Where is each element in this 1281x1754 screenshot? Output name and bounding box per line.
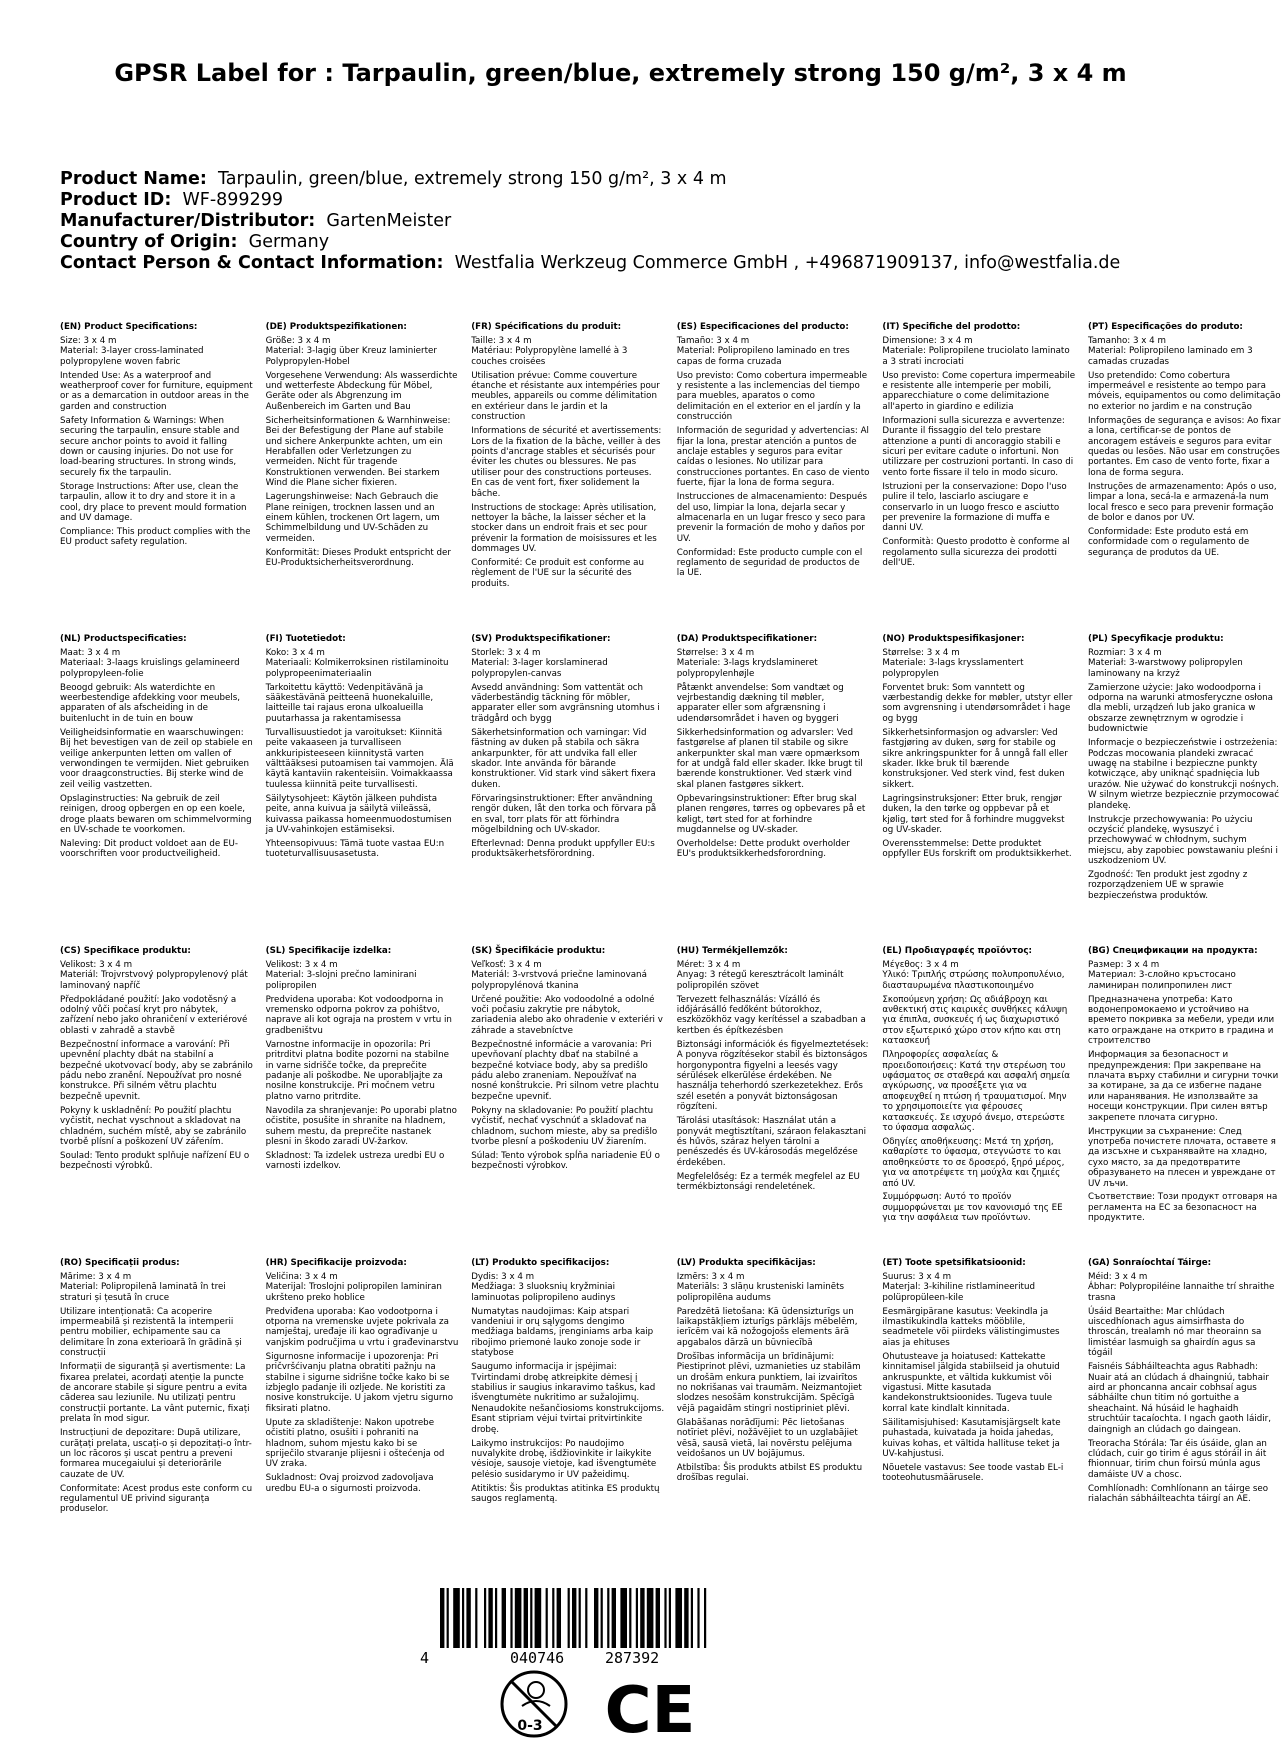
spec-section: Zamierzone użycie: Jako wodoodporna i odporna na warunki atmosferyczne osłona dla mebli, urządzeń lub jako granica w obszarze zewnętrznym w ogrodzie i budownictwie — [1087, 682, 1274, 735]
spec-section: Size: 3 x 4 m Material: 3-layer cross-laminated polypropylene woven fabric — [60, 335, 204, 367]
spec-section: Turvallisuustiedot ja varoitukset: Kiinnitä peite vakaaseen ja turvalliseen ankkuripisteeseen kiinnitystä varten välttääksesi putoamisen tai vammojen. Älä käytä kantaviin rakenteisiin. Voimakkaassa tuulessa kiinnitä peite turvallisesti. — [265, 727, 454, 790]
info-value: GartenMeister — [326, 211, 452, 231]
barcode-bar — [636, 1588, 638, 1648]
barcode-bar — [691, 1588, 693, 1648]
spec-section: Uso previsto: Come copertura impermeabile e resistente alle intemperie per mobili, apparecchiature o come delimitazione all'aperto in giardino e edilizia — [882, 370, 1076, 412]
spec-section: Størrelse: 3 x 4 m Materiale: 3-lags krydslamineret polypropylenhøjle — [676, 647, 818, 679]
spec-heading: (ET) Toote spetsifikatsioonid: — [882, 1258, 1026, 1268]
spec-heading: (EL) Προδιαγραφές προϊόντος: — [882, 946, 1032, 956]
spec-heading: (ES) Especificaciones del producto: — [676, 322, 849, 332]
spec-section: Tamaño: 3 x 4 m Material: Polipropileno laminado en tres capas de forma cruzada — [676, 335, 850, 367]
barcode-bar — [453, 1588, 460, 1648]
info-row — [60, 253, 1181, 274]
spec-section: Sukladnost: Ovaj proizvod zadovoljava uredbu EU-a o sigurnosti proizvoda. — [265, 1473, 434, 1494]
barcode-bar — [675, 1588, 682, 1648]
spec-section: Utilisation prévue: Comme couverture étanche et résistante aux intempéries pour meubles, appareils ou comme délimitation en extérieur dans le jardin et la construction — [471, 370, 660, 423]
spec-section: Konformität: Dieses Produkt entspricht der EU-Produktsicherheitsverordnung. — [265, 547, 451, 569]
spec-row — [60, 946, 1279, 1258]
spec-section: Opbevaringsinstruktioner: Efter brug skal planen rengøres, tørres og opbevares på et køligt, tørt sted for at forhindre mugdannelse og UV-skader. — [676, 793, 866, 835]
spec-section: Beoogd gebruik: Als waterdichte en weerbestendige afdekking voor meubels, apparaten of als afscheiding in de buitenlucht in de tuin en bouw — [60, 682, 241, 724]
spec-section: Størrelse: 3 x 4 m Materiale: 3-lags krysslamentert polypropylen — [882, 647, 1024, 679]
spec-block — [60, 1258, 253, 1558]
spec-section: Οδηγίες αποθήκευσης: Μετά τη χρήση, καθαρίστε το ύφασμα, στεγνώστε το και αποθηκεύστε το σε δροσερό, ξηρό μέρος, για να αποτρέψετε τη μούχλα και ζημιές από UV. — [882, 1136, 1065, 1189]
barcode-bar — [601, 1588, 603, 1648]
spec-section: Atbilstība: Šis produkts atbilst ES produktu drošības regulai. — [676, 1462, 863, 1484]
spec-section: Förvaringsinstruktioner: Efter användning rengör duken, låt den torka och förvara på en sval, torr plats för att förhindra mögelbildning och UV-skador. — [471, 793, 657, 835]
info-row — [60, 190, 1181, 211]
spec-section: Σκοπούμενη χρήση: Ως αδιάβροχη και ανθεκτική στις καιρικές συνθήκες κάλυψη για έπιπλα, συσκευές ή ως διαχωριστικό στον εξωτερικό χώρο στον κήπο και στη κατασκευή — [882, 994, 1068, 1047]
spec-section: Compliance: This product complies with the EU product safety regulation. — [60, 526, 251, 548]
spec-section: Avsedd användning: Som vattentät och väderbeständig täckning för möbler, apparater eller som avgränsning utomhus i trädgård och bygg — [471, 682, 660, 724]
spec-section: Conformidade: Este produto está em conformidade com o regulamento de segurança de produtos da UE. — [1087, 526, 1250, 558]
spec-section: Velikost: 3 x 4 m Materiál: Trojvrstvový polypropylenový plát laminovaný napříč — [60, 959, 248, 991]
spec-section: Opslaginstructies: Na gebruik de zeil reinigen, droog opbergen en op een koele, droge plaats bewaren om schimmelvorming en UV-schade te voorkomen. — [60, 793, 252, 835]
barcode-bar — [579, 1588, 581, 1648]
spec-section: Instrucciones de almacenamiento: Después del uso, limpiar la lona, dejarla secar y almacenarla en un lugar fresco y seco para prevenir la formación de moho y daños por UV. — [676, 492, 867, 544]
spec-section: Rozmiar: 3 x 4 m Materiał: 3-warstwowy polipropylen laminowany na krzyż — [1087, 647, 1243, 679]
barcode-bars — [440, 1588, 710, 1650]
barcode-bar — [594, 1588, 598, 1648]
info-row — [60, 232, 1181, 253]
barcode-bar — [640, 1588, 644, 1648]
spec-section: Vorgesehene Verwendung: Als wasserdichte und wetterfeste Abdeckung für Möbel, Geräte oder als Abgrenzung im Außenbereich im Garten und Bau — [265, 370, 458, 412]
spec-section: Påtænkt anvendelse: Som vandtæt og vejrbestandig dækning til møbler, apparater eller som afgrænsning i udendørsområdet i haven og byggeri — [676, 682, 844, 724]
spec-block — [1088, 946, 1281, 1258]
spec-section: Conformité: Ce produit est conforme au règlement de l'UE sur la sécurité des produits. — [471, 558, 644, 589]
spec-block — [1088, 322, 1281, 634]
spec-heading: (LT) Produkto specifikacijos: — [471, 1258, 610, 1268]
spec-heading: (SV) Produktspecifikationer: — [471, 634, 611, 644]
spec-heading: (SK) Špecifikácie produktu: — [471, 946, 606, 956]
spec-section: Numatytas naudojimas: Kaip atspari vandeniui ir orų sąlygoms dengimo medžiaga baldams, įrenginiams arba kaip ribojimo priemonė lauko zonoje sode ir statybose — [471, 1306, 654, 1359]
info-label: Product ID: — [60, 190, 172, 210]
barcode-bar — [546, 1588, 548, 1648]
spec-block — [677, 1258, 870, 1558]
spec-heading: (EN) Product Specifications: — [60, 322, 198, 332]
barcode-bar — [462, 1588, 464, 1648]
spec-section: Istruzioni per la conservazione: Dopo l'uso pulire il telo, lasciarlo asciugare e conservarlo in un luogo fresco e asciutto per prevenire la formazione di muffa e danni UV. — [882, 481, 1067, 534]
info-value: WF-899299 — [182, 190, 283, 210]
spec-heading: (HR) Specifikacije proizvoda: — [265, 1258, 407, 1268]
spec-heading: (FI) Tuotetiedot: — [265, 634, 346, 644]
spec-row — [60, 1258, 1275, 1558]
spec-section: Faisnéis Sábháilteachta agus Rabhadh: Nuair atá an clúdach á dhaingniú, tabhair aird ar phoncanna ancair cobhsaí agus sábháilte chun titim nó gortuithe a sheachaint. Ná húsáid le haghaidh struchtúir tacaíochta. I ngach gaoth láidir, daingnigh an clúdach go daingean. — [1087, 1362, 1271, 1435]
spec-section: Comhlíonadh: Comhlíonann an táirge seo rialachán sábháilteachta táirgí an AE. — [1087, 1483, 1269, 1505]
barcode-bar — [697, 1588, 699, 1648]
spec-section: Sicherheitsinformationen & Warnhinweise: Bei der Befestigung der Plane auf stabile und sichere Ankerpunkte achten, um ein Herabfallen oder Verletzungen zu vermeiden. Nicht für tragende Konstruktionen verwenden. Bei starkem Wind die Plane sicher fixieren. — [265, 415, 451, 489]
product-info — [60, 169, 1181, 274]
barcode-bar — [656, 1588, 660, 1648]
barcode-bar — [530, 1588, 532, 1648]
barcode-bar — [664, 1588, 666, 1648]
barcode-bar — [647, 1588, 654, 1648]
spec-section: Tamanho: 3 x 4 m Material: Polipropileno laminado em 3 camadas cruzadas — [1087, 335, 1253, 367]
spec-block — [471, 946, 664, 1258]
spec-section: Utilizare intenționată: Ca acoperire impermeabilă și rezistentă la intemperii pentru mobilier, echipamente sau ca delimitare în zona exterioară în grădină și construcții — [60, 1306, 242, 1359]
spec-row — [60, 634, 1279, 946]
spec-block — [882, 634, 1075, 946]
spec-section: Taille: 3 x 4 m Matériau: Polypropylène lamellé à 3 couches croisées — [471, 335, 628, 367]
compliance-symbols — [500, 1660, 740, 1750]
spec-section: Informations de sécurité et avertissements: Lors de la fixation de la bâche, veiller à des points d'ancrage stables et sécurisés pour éviter les chutes ou blessures. Ne pas utiliser pour des constructions porteuses. En cas de vent fort, fixer solidement la bâche. — [471, 426, 662, 499]
info-row — [60, 169, 1181, 190]
spec-heading: (IT) Specifiche del prodotto: — [882, 322, 1021, 332]
spec-section: Yhteensopivuus: Tämä tuote vastaa EU:n tuoteturvallisuusasetusta. — [265, 838, 445, 860]
info-label: Country of Origin: — [60, 232, 238, 252]
spec-section: Sikkerhetsinformasjon og advarsler: Ved fastgjøring av duken, sørg for stabile og sikre ankringspunkter for å unngå fall eller skader. Ikke bruk til bærende konstruksjoner. Ved sterk vind, fest duken sikkert. — [882, 727, 1068, 790]
barcode-right-digits: 287392 — [605, 1649, 660, 1667]
barcode-bar — [475, 1588, 477, 1648]
spec-section: Navodila za shranjevanje: Po uporabi platno očistite, posušite in shranite na hladnem, suhem mestu, da preprečite nastanek plesni in škodo zaradi UV-žarkov. — [265, 1105, 457, 1147]
spec-section: Soulad: Tento produkt splňuje nařízení EU o bezpečnosti výrobků. — [60, 1150, 250, 1172]
ce-mark-icon — [605, 1674, 696, 1748]
spec-section: Treoracha Stórála: Tar éis úsáide, glan an clúdach, cuir go tirim é agus stóráil in áit fhionnuar, tirim chun foirsú múnla agus damáiste UV a chosc. — [1087, 1438, 1267, 1480]
spec-section: Naleving: Dit product voldoet aan de EU-voorschriften voor productveiligheid. — [60, 838, 239, 860]
barcode-bar — [515, 1588, 522, 1648]
spec-section: Biztonsági információk és figyelmeztetések: A ponyva rögzítésekor stabil és biztonságos horgonypontra figyelni a leesés vagy sérülések elkerülése érdekében. Ne használja teherhordó szerkezetekhez. Erős szél esetén a ponyvát biztonságosan rögzíteni. — [676, 1039, 869, 1113]
spec-section: Säilytysohjeet: Käytön jälkeen puhdista peite, anna kuivua ja säilytä viileässä, kuivassa paikassa homeenmuodostumisen ja UV-vahinkojen estämiseksi. — [265, 793, 452, 835]
barcode-bar — [552, 1588, 554, 1648]
spec-section: Veiligheidsinformatie en waarschuwingen: Bij het bevestigen van de zeil op stabiele en veilige ankerpunten letten om vallen of verwondingen te vermijden. Niet gebruiken voor draagconstructies. Bij sterke wind de zeil veilig vastzetten. — [60, 727, 253, 790]
spec-section: Paredzētā lietošana: Kā ūdensizturīgs un laikapstākļiem izturīgs pārklājs mēbelēm, ierīcēm vai kā nožogojošs elements ārā apgabalos dārzā un būvniecībā — [676, 1306, 858, 1348]
barcode-bar — [585, 1588, 587, 1648]
spec-block — [471, 322, 664, 634]
spec-section: Conformità: Questo prodotto è conforme al regolamento sulla sicurezza dei prodotti dell'UE. — [882, 537, 1070, 569]
spec-section: Bezpečnostní informace a varování: Při upevnění plachty dbát na stabilní a bezpečné ukotvovací body, aby se zabránilo pádu nebo zranění. Nepoužívat pro nosné konstrukce. Při silném větru plachtu bezpečně upevnit. — [60, 1039, 253, 1102]
spec-section: Uso pretendido: Como cobertura impermeável e resistente ao tempo para móveis, equipamentos ou como delimitação no exterior no jardim e na construção — [1087, 370, 1281, 412]
spec-section: Conformitate: Acest produs este conform cu regulamentul UE privind siguranța produselor. — [60, 1483, 253, 1515]
spec-section: Předpokládané použití: Jako vodotěsný a odolný vůči počasí kryt pro nábytek, zařízení nebo jako ohraničení v exteriérové oblasti v zahradě a stavbě — [60, 994, 248, 1036]
spec-section: Informazioni sulla sicurezza e avvertenze: Durante il fissaggio del telo prestare attenzione a punti di ancoraggio stabili e sicuri per evitare cadute o infortuni. Non utilizzare per costruzioni portanti. In caso di vento forte fissare il telo in modo sicuro. — [882, 415, 1074, 478]
spec-block — [471, 634, 664, 946]
spec-section: Úsáid Beartaithe: Mar chlúdach uiscedhíonach agus aimsirfhasta do throscán, trealamh nó mar theorainn sa limistéar lasmuigh sa ghairdín agus sa tógáil — [1087, 1306, 1262, 1359]
spec-heading: (BG) Спецификации на продукта: — [1087, 946, 1258, 956]
age-warning-label: 0-3 — [517, 1718, 543, 1734]
spec-grid — [60, 322, 1281, 1558]
spec-section: Suurus: 3 x 4 m Materjal: 3-kihiline ristlamineeritud polüpropüleen-kile — [882, 1271, 1035, 1303]
spec-section: Upute za skladištenje: Nakon upotrebe očistiti platno, osušiti i pohraniti na hladnom, suhom mjestu kako bi se spriječilo stvaranje plijesni i oštećenja od UV zraka. — [265, 1417, 445, 1470]
spec-block — [1088, 634, 1281, 946]
barcode-bar — [607, 1588, 609, 1648]
spec-section: Μέγεθος: 3 x 4 m Υλικό: Τριπλής στρώσης πολυπροπυλένιο, διασταυρωμένα πλαστικοποιημένο — [882, 959, 1065, 991]
barcode-bar — [488, 1588, 492, 1648]
barcode-bar — [684, 1588, 688, 1648]
spec-section: Ohutusteave ja hoiatused: Kattekatte kinnitamisel jälgida stabiilseid ja ohutuid ankruspunkte, et vältida kukkumist või vigastusi. Mitte kasutada kandekonstruktsioonides. Tugeva tuule korral kate kindlalt kinnitada. — [882, 1351, 1060, 1414]
info-label: Contact Person & Contact Information: — [60, 253, 444, 273]
barcode-lead-digit: 4 — [420, 1649, 430, 1667]
spec-section: Säkerhetsinformation och varningar: Vid fästning av duken på stabila och säkra ankarpunkter, för att undvika fall eller skador. Inte använda för bärande konstruktioner. Vid stark vind säkert fixera duken. — [471, 727, 656, 790]
spec-section: Skladnost: Ta izdelek ustreza uredbi EU o varnosti izdelkov. — [265, 1150, 445, 1172]
barcode-bar — [535, 1588, 542, 1648]
spec-block — [266, 322, 459, 634]
spec-heading: (PT) Especificações do produto: — [1087, 322, 1243, 332]
spec-section: Overensstemmelse: Dette produktet oppfyller EUs forskrift om produktsikkerhet. — [882, 838, 1072, 860]
spec-section: Lagringsinstruksjoner: Etter bruk, rengjør duken, la den tørke og oppbevar på et kjølig, tørt sted for å forhindre muggvekst og UV-skader. — [882, 793, 1065, 835]
spec-block — [266, 946, 459, 1258]
spec-section: Πληροφορίες ασφαλείας & προειδοποιήσεις: Κατά την στερέωση του υφάσματος σε σταθερά και ασφαλή σημεία αγκύρωσης, να προσέξετε για να αποφευχθεί η πτώση ή τραυματισμοί. Μην το χρησιμοποιείτε για φέρουσες κατασκευές. Σε ισχυρό άνεμο, στερεώστε το ύφασμα ασφαλώς. — [882, 1050, 1071, 1133]
spec-section: Méid: 3 x 4 m Ábhar: Polypropiléine lannaithe trí shraithe trasna — [1087, 1271, 1275, 1303]
spec-heading: (NO) Produktspesifikasjoner: — [882, 634, 1025, 644]
barcode-bar — [447, 1588, 449, 1648]
spec-section: Dimensione: 3 x 4 m Materiale: Polipropilene truciolato laminato a 3 strati incrociati — [882, 335, 1070, 367]
spec-row — [60, 322, 1281, 634]
spec-section: Съответствие: Този продукт отговаря на регламента на ЕС за безопасност на продуктите. — [1087, 1192, 1278, 1224]
spec-section: Informações de segurança e avisos: Ao fixar a lona, certificar-se de pontos de ancoragem estáveis e seguros para evitar quedas ou lesões. Não usar em construções portantes. Em caso de vento forte, fixar a lona de forma segura. — [1087, 415, 1281, 478]
spec-heading: (DA) Produktspecifikationer: — [676, 634, 818, 644]
spec-heading: (DE) Produktspezifikationen: — [265, 322, 407, 332]
spec-section: Drošības informācija un brīdinājumi: Piestiprinot plēvi, uzmanieties uz stabilām un drošām enkura punktiem, lai izvairītos no nokrišanas vai traumām. Neizmantojiet slodzes nesošām konstrukcijām. Spēcīgā vējā pagaidām stingri nostipriniet plēvi. — [676, 1351, 862, 1414]
info-value: Germany — [248, 232, 330, 252]
spec-heading: (FR) Spécifications du produit: — [471, 322, 622, 332]
barcode-bar — [568, 1588, 570, 1648]
barcode-bar — [612, 1588, 616, 1648]
spec-section: Eesmärgipärane kasutus: Veekindla ja ilmastikukindla katteks mööblile, seadmetele või piirdeks välistingimustes aias ja ehituses — [882, 1306, 1060, 1348]
symbols-svg — [500, 1660, 740, 1750]
spec-section: Инструкции за съхранение: След употреба почистете плочата, оставете я да изсъхне и съхранявайте на хладно, сухо място, за да предотвратите образуването на плесен и увреждане от UV лъчи. — [1087, 1126, 1276, 1189]
spec-section: Méret: 3 x 4 m Anyag: 3 rétegű keresztrácolt laminált polipropilén szövet — [676, 959, 844, 991]
spec-section: Informații de siguranță și avertismente: La fixarea prelatei, acordați atenție la puncte de ancorare stabile și sigure pentru a evita căderea sau leziunile. Nu utilizați pentru construcții portante. La vânt puternic, fixați prelata în mod sigur. — [60, 1362, 250, 1425]
spec-section: Storage Instructions: After use, clean the tarpaulin, allow it to dry and store it in a cool, dry place to prevent mould formation and UV damage. — [60, 481, 247, 523]
spec-section: Koko: 3 x 4 m Materiaali: Kolmikerroksinen ristilaminoitu polypropeenimateriaalin — [265, 647, 449, 679]
spec-section: Atitiktis: Šis produktas atitinka ES produktų saugos reglamentą. — [471, 1483, 660, 1505]
barcode-left-digits: 040746 — [510, 1649, 565, 1667]
spec-block — [60, 322, 253, 634]
spec-section: Pokyny k uskladnění: Po použití plachtu vyčistit, nechat vyschnout a skladovat na chladném, suchém místě, aby se zabránilo tvorbě plísní a poškození UV zářením. — [60, 1105, 247, 1147]
spec-section: Tárolási utasítások: Használat után a ponyvát megtisztítani, száraon felakasztani és hűvös, száraz helyen tárolni a penészedés és UV-károsodás megelőzése érdekében. — [676, 1116, 867, 1168]
spec-section: Informacje o bezpieczeństwie i ostrzeżenia: Podczas mocowania plandeki zwracać uwagę na stabilne i bezpieczne punkty kotwiczące, aby uniknąć spadnięcia lub urazów. Nie używać do konstrukcji nośnych. W silnym wietrze bezpiecznie przymocować plandekę. — [1087, 738, 1279, 811]
barcode-bar — [502, 1588, 506, 1648]
spec-section: Safety Information & Warnings: When securing the tarpaulin, ensure stable and secure anchor points to avoid it falling down or causing injuries. Do not use for load-bearing structures. In strong winds, securely fix the tarpaulin. — [60, 415, 240, 478]
spec-section: Veľkosť: 3 x 4 m Materiál: 3-vrstvová priečne laminovaná polypropylénová tkanina — [471, 959, 647, 991]
spec-section: Efterlevnad: Denna produkt uppfyller EU:s produktsäkerhetsförordning. — [471, 838, 655, 860]
spec-block — [266, 634, 459, 946]
spec-section: Laikymo instrukcijos: Po naudojimo nuvalykite drobę, išdžiovinkite ir laikykite vėsioje, sausoje vietoje, kad išvengtumėte pelėsio susidarymo ir UV pažeidimų. — [471, 1438, 657, 1480]
spec-section: Dydis: 3 x 4 m Medžiaga: 3 sluoksnių kryžminiai laminuotas polipropileno audinys — [471, 1271, 616, 1303]
spec-section: Forventet bruk: Som vanntett og værbestandig dekke for møbler, utstyr eller som avgrensning i utendørsområdet i hage og bygg — [882, 682, 1073, 724]
barcode-bar — [704, 1588, 706, 1648]
spec-section: Izmērs: 3 x 4 m Materiāls: 3 slāņu krusteniski laminēts polipropilēna audums — [676, 1271, 845, 1303]
spec-section: Súlad: Tento výrobok spĺňa nariadenie EÚ o bezpečnosti výrobkov. — [471, 1150, 660, 1172]
spec-block — [266, 1258, 459, 1558]
info-label: Manufacturer/Distributor: — [60, 211, 316, 231]
spec-section: Tervezett felhasználás: Vízálló és időjárásálló fedőként bútorokhoz, eszközökhöz vagy kerítéssel a szabadban a kertben és építkezésben — [676, 994, 866, 1036]
spec-section: Información de seguridad y advertencias: Al fijar la lona, prestar atención a puntos de anclaje estables y seguros para evitar caídas o lesiones. No utilizar para construcciones portantes. En caso de viento fuerte, fijar la lona de forma segura. — [676, 426, 870, 489]
spec-section: Predviđena uporaba: Kao vodootporna i otporna na vremenske uvjete pokrivala za namještaj, uređaje ili kao ograđivanje u vanjskim područjima u vrtu i građevinarstvu — [265, 1306, 459, 1348]
spec-section: Uso previsto: Como cobertura impermeable y resistente a las inclemencias del tiempo para muebles, aparatos o como delimitación en el exterior en el jardín y la construcción — [676, 370, 868, 423]
spec-heading: (PL) Specyfikacje produktu: — [1087, 634, 1224, 644]
ce-mark-label: CE — [604, 1674, 696, 1748]
spec-block — [882, 946, 1075, 1258]
spec-section: Instrukcje przechowywania: Po użyciu oczyścić plandekę, wysuszyć i przechowywać w chłodnym, suchym miejscu, aby zapobiec powstawaniu pleśni i uszkodzeniom UV. — [1087, 814, 1278, 867]
spec-heading: (NL) Productspecificaties: — [60, 634, 187, 644]
spec-section: Maat: 3 x 4 m Materiaal: 3-laags kruislings gelamineerd polypropyleen-folie — [60, 647, 240, 679]
age-warning-icon — [502, 1672, 566, 1736]
spec-section: Predvidena uporaba: Kot vodoodporna in vremensko odporna pokrov za pohištvo, naprave ali kot ograja na prostem v vrtu in gradbeništvu — [265, 994, 452, 1036]
spec-section: Lagerungshinweise: Nach Gebrauch die Plane reinigen, trocknen lassen und an einem kühlen, trockenen Ort lagern, um Schimmelbildung und UV-Schäden zu vermeiden. — [265, 492, 440, 544]
barcode-bar — [629, 1588, 631, 1648]
spec-section: Sigurnosne informacije i upozorenja: Pri pričvršćivanju platna obratiti pažnju na stabilne i sigurne sidrišne točke kako bi se izbjeglo padanje ili ozljede. Ne koristiti za nosive konstrukcije. U jakom vjetru sigurno fiksirati platno. — [265, 1351, 454, 1414]
spec-block — [882, 1258, 1075, 1558]
spec-section: Conformidad: Este producto cumple con el reglamento de seguridad de productos de la UE. — [676, 547, 863, 579]
spec-section: Bezpečnostné informácie a varovania: Pri upevňovaní plachty dbať na stabilné a bezpečné kotviace body, aby sa predišlo pádu alebo zraneniam. Nepoužívať na nosné konštrukcie. Pri silnom vetre plachtu bezpečne upevniť. — [471, 1039, 659, 1102]
spec-section: Glabāšanas norādījumi: Pēc lietošanas notīriet plēvi, nožāvējiet to un uzglabājiet vēsā, sausā vietā, lai novērstu pelējuma veidošanos un UV bojājumus. — [676, 1417, 858, 1459]
barcode-bar — [495, 1588, 497, 1648]
spec-section: Velikost: 3 x 4 m Material: 3-slojni prečno laminirani polipropilen — [265, 959, 417, 991]
spec-section: Megfelelőség: Ez a termék megfelel az EU termékbiztonsági rendeletének. — [676, 1171, 860, 1193]
spec-section: Instructions de stockage: Après utilisation, nettoyer la bâche, la laisser sécher et la stocker dans un endroit frais et sec pour prévenir la formation de moisissures et les dommages UV. — [471, 502, 657, 555]
spec-section: Saugumo informacija ir įspėjimai: Tvirtindami drobę atkreipkite dėmesį į stabilius ir saugius inkaravimo taškus, kad išvengtumėte nukritimo ar sužalojimų. Nenaudokite nešančiosioms konstrukcijoms. Esant stipriam vėjui tvirtai pritvirtinkite drobę. — [471, 1362, 665, 1435]
spec-heading: (GA) Sonraíochtaí Táirge: — [1087, 1258, 1212, 1268]
spec-section: Tarkoitettu käyttö: Vedenpitävänä ja sääkestävänä peitteenä huonekaluille, laitteille tai rajaus erona ulkoalueilla puutarhassa ja rakentamisessa — [265, 682, 434, 724]
spec-section: Storlek: 3 x 4 m Material: 3-lager korslaminerad polypropylen-canvas — [471, 647, 608, 679]
spec-block — [677, 322, 870, 634]
spec-block — [677, 634, 870, 946]
spec-section: Instruções de armazenamento: Após o uso, limpar a lona, secá-la e armazená-la num local fresco e seco para prevenir formação de bolor e danos por UV. — [1087, 481, 1277, 523]
info-value: Westfalia Werkzeug Commerce GmbH , +496871909137, info@westfalia.de — [454, 253, 1121, 273]
spec-block — [882, 322, 1075, 634]
page-title: GPSR Label for : Tarpaulin, green/blue, extremely strong 150 g/m², 3 x 4 m — [114, 59, 1127, 87]
info-label: Product Name: — [60, 169, 207, 189]
spec-section: Intended Use: As a waterproof and weatherproof cover for furniture, equipment or as a demarcation in outdoor areas in the garden and construction — [60, 370, 253, 412]
spec-block — [1088, 1258, 1281, 1558]
spec-section: Nõuetele vastavus: See toode vastab EL-i tooteohutusmäärusele. — [882, 1462, 1064, 1484]
spec-heading: (LV) Produkta specifikācijas: — [676, 1258, 816, 1268]
barcode-bar — [669, 1588, 671, 1648]
info-row — [60, 211, 1181, 232]
barcode-bar — [572, 1588, 576, 1648]
spec-heading: (SL) Specifikacije izdelka: — [265, 946, 392, 956]
spec-section: Размер: 3 x 4 m Материал: 3-слойно кръстосано ламиниран полипропилен лист — [1087, 959, 1236, 991]
spec-section: Συμμόρφωση: Αυτό το προϊόν συμμορφώνεται με τον κανονισμό της ΕΕ για την ασφάλεια των προϊόντων. — [882, 1192, 1063, 1224]
spec-section: Säilitamisjuhised: Kasutamisjärgselt kate puhastada, kuivatada ja hoida jahedas, kuivas kohas, et vältida hallituse teket ja UV-kahjustusi. — [882, 1417, 1061, 1459]
barcode-bar — [510, 1588, 512, 1648]
spec-block — [471, 1258, 664, 1558]
spec-block — [60, 946, 253, 1258]
spec-section: Mărime: 3 x 4 m Material: Polipropilenă laminată în trei straturi și țesută în cruce — [60, 1271, 226, 1303]
spec-section: Sikkerhedsinformation og advarsler: Ved fastgørelse af planen til stabile og sikre ankerpunkter skal man være opmærksom for at undgå fald eller skader. Ikke brugt til bærende konstruktioner. Ved stærk vind skal planen fastgøres sikkert. — [676, 727, 863, 790]
barcode-bar — [524, 1588, 528, 1648]
barcode-bar — [466, 1588, 470, 1648]
barcode-bar — [620, 1588, 627, 1648]
spec-section: Größe: 3 x 4 m Material: 3-lagig über Kreuz laminierter Polypropylen-Hobel — [265, 335, 437, 367]
spec-heading: (RO) Specificații produs: — [60, 1258, 180, 1268]
spec-section: Overholdelse: Dette produkt overholder EU's produktsikkerhedsforordning. — [676, 838, 850, 860]
spec-section: Pokyny na skladovanie: Po použití plachtu vyčistiť, nechať vyschnúť a skladovať na chladnom, suchom mieste, aby sa predišlo tvorbe plesní a poškodeniu UV žiarením. — [471, 1105, 658, 1147]
spec-section: Instrucțiuni de depozitare: După utilizare, curățați prelata, uscați-o și depozitați-o într-un loc răcoros și uscat pentru a preveni formarea mucegaiului și deteriorările cauzate de UV. — [60, 1428, 252, 1480]
spec-section: Zgodność: Ten produkt jest zgodny z rozporządzeniem UE w sprawie bezpieczeństwa produktów. — [1087, 870, 1248, 901]
spec-heading: (HU) Termékjellemzők: — [676, 946, 788, 956]
spec-section: Určené použitie: Ako vodoodolné a odolné voči počasiu zakrytie pre nábytok, zariadenia alebo ako ohradenie v exteriéri v záhrade a stavebníctve — [471, 994, 663, 1036]
spec-heading: (CS) Specifikace produktu: — [60, 946, 191, 956]
spec-section: Предназначена употреба: Като водонепромокаемо и устойчиво на времето покривка за мебели, уреди или като ограждане на открито в градина и строителство — [1087, 994, 1275, 1047]
spec-block — [60, 634, 253, 946]
spec-block — [677, 946, 870, 1258]
spec-section: Veličina: 3 x 4 m Materijal: Troslojni polipropilen laminiran ukršteno preko hoblice — [265, 1271, 442, 1303]
spec-section: Varnostne informacije in opozorila: Pri pritrditvi platna bodite pozorni na stabilne in varne sidrišče točke, da preprečite padanje ali poškodbe. Ne uporabljajte za nosilne konstrukcije. Pri močnem vetru platno varno pritrdite. — [265, 1039, 449, 1102]
barcode-bar — [557, 1588, 561, 1648]
spec-section: Информация за безопасност и предупреждения: При закрепване на плачата върху стабилни и сигурни точки за котиране, за да се избегне падане или наранявания. Не използвайте за носещи конструкции. При силен вятър закрепете плочата сигурно. — [1087, 1050, 1279, 1123]
barcode-bar — [440, 1588, 444, 1648]
barcode-bar — [484, 1588, 486, 1648]
info-value: Tarpaulin, green/blue, extremely strong 150 g/m², 3 x 4 m — [218, 169, 727, 189]
barcode — [420, 1588, 710, 1668]
